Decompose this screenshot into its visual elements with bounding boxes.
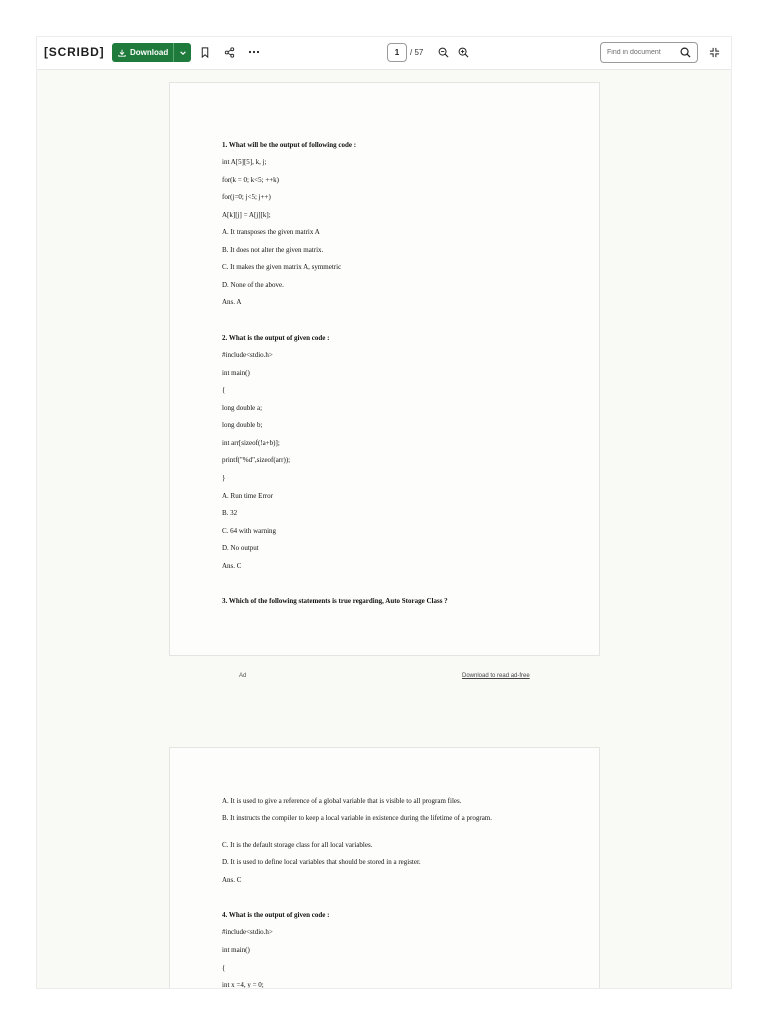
text-line: long double b; xyxy=(222,421,263,429)
page-total: / 57 xyxy=(410,48,424,57)
page-number-input[interactable]: 1 xyxy=(387,43,407,62)
text-line: B. It instructs the compiler to keep a local variable in existence during the lifetime of a program. xyxy=(222,814,492,822)
text-line: A. Run time Error xyxy=(222,492,273,500)
text-line: } xyxy=(222,474,226,482)
text-line: B. 32 xyxy=(222,509,238,517)
chevron-down-icon xyxy=(179,49,187,57)
text-line: A. It transposes the given matrix A xyxy=(222,228,320,236)
question-heading: 4. What is the output of given code : xyxy=(222,911,330,919)
text-line: A[k][j] = A[j][k]; xyxy=(222,211,271,219)
text-line: B. It does not alter the given matrix. xyxy=(222,246,324,254)
text-line: D. No output xyxy=(222,544,259,552)
exit-fullscreen-button[interactable] xyxy=(707,45,721,59)
bookmark-icon xyxy=(200,47,210,58)
answer-line: Ans. C xyxy=(222,562,242,570)
text-line: C. 64 with warning xyxy=(222,527,277,535)
scribd-logo[interactable]: [SCRIBD] xyxy=(44,45,105,59)
text-line: { xyxy=(222,386,226,394)
share-icon xyxy=(224,47,235,58)
download-ad-free-link[interactable]: Download to read ad-free xyxy=(462,673,530,679)
download-label: Download xyxy=(130,48,169,57)
download-icon xyxy=(118,49,126,57)
text-line: long double a; xyxy=(222,404,263,412)
toolbar xyxy=(37,37,732,70)
text-line: int arr[sizeof(!a+b)]; xyxy=(222,439,280,447)
document-viewer xyxy=(36,36,732,989)
zoom-out-button[interactable] xyxy=(436,45,450,59)
text-line: #include<stdio.h> xyxy=(222,928,273,936)
bookmark-button[interactable] xyxy=(198,45,212,59)
text-line: D. None of the above. xyxy=(222,281,284,289)
more-icon xyxy=(248,50,260,54)
document-page-1 xyxy=(169,82,600,656)
zoom-in-button[interactable] xyxy=(456,45,470,59)
text-line: D. It is used to define local variables that should be stored in a register. xyxy=(222,858,421,866)
text-line: #include<stdio.h> xyxy=(222,351,273,359)
find-in-document xyxy=(600,42,698,63)
text-line: { xyxy=(222,964,226,972)
text-line: int main() xyxy=(222,946,250,954)
find-input[interactable] xyxy=(607,46,673,59)
text-line: A. It is used to give a reference of a global variable that is visible to all program files. xyxy=(222,797,462,805)
text-line: for(k = 0; k<5; ++k) xyxy=(222,176,280,184)
more-options-button[interactable] xyxy=(247,45,261,59)
answer-line: Ans. A xyxy=(222,298,242,306)
text-line: int x =4, y = 0; xyxy=(222,981,264,989)
text-line: int A[5][5], k, j; xyxy=(222,158,267,166)
text-line: C. It makes the given matrix A, symmetric xyxy=(222,263,342,271)
document-page-2 xyxy=(169,747,600,989)
search-icon[interactable] xyxy=(680,47,691,58)
question-heading: 3. Which of the following statements is true regarding, Auto Storage Class ? xyxy=(222,597,448,605)
question-heading: 1. What will be the output of following code : xyxy=(222,141,357,149)
question-heading: 2. What is the output of given code : xyxy=(222,334,330,342)
download-options-button[interactable] xyxy=(173,43,191,62)
answer-line: Ans. C xyxy=(222,876,242,884)
text-line: int main() xyxy=(222,369,250,377)
exit-fullscreen-icon xyxy=(709,47,720,58)
share-button[interactable] xyxy=(222,45,236,59)
download-group xyxy=(112,43,191,62)
zoom-out-icon xyxy=(438,47,449,58)
download-button[interactable] xyxy=(112,43,173,62)
text-line: for(j=0; j<5; j++) xyxy=(222,193,271,201)
text-line: printf("%d",sizeof(arr)); xyxy=(222,456,291,464)
ad-label: Ad xyxy=(239,673,247,679)
text-line: C. It is the default storage class for all local variables. xyxy=(222,841,373,849)
zoom-in-icon xyxy=(458,47,469,58)
